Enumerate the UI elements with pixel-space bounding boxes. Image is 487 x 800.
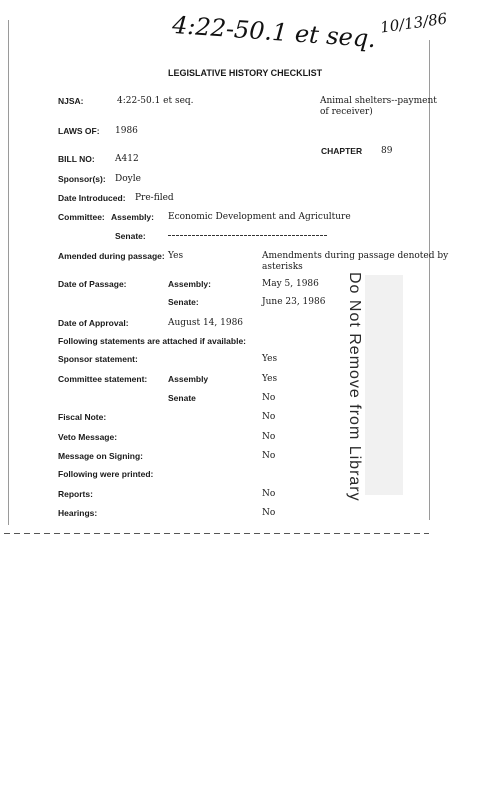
committee-senate-label: Senate: xyxy=(115,231,146,241)
page-title: LEGISLATIVE HISTORY CHECKLIST xyxy=(168,68,323,78)
sponsor-statement-value: Yes xyxy=(262,354,278,364)
handwritten-citation: 4:22-50.1 et seq. xyxy=(171,10,377,54)
chapter-value: 89 xyxy=(381,146,393,156)
sponsors-value: Doyle xyxy=(115,174,141,184)
bottom-dashed-edge xyxy=(4,533,429,534)
senate-dashed-line xyxy=(168,235,328,236)
sponsor-statement-label: Sponsor statement: xyxy=(58,354,138,364)
left-border-line xyxy=(8,20,9,525)
subject-line2: of receiver) xyxy=(320,107,373,117)
committee-statement-senate-value: No xyxy=(262,393,276,403)
bill-no-label: BILL NO: xyxy=(58,154,95,164)
committee-statement-senate-label: Senate xyxy=(168,393,196,403)
passage-senate-label: Senate: xyxy=(168,297,199,307)
fiscal-note-label: Fiscal Note: xyxy=(58,412,107,422)
date-of-approval-value: August 14, 1986 xyxy=(168,318,244,328)
reports-label: Reports: xyxy=(58,489,93,499)
veto-message-label: Veto Message: xyxy=(58,432,118,442)
following-printed-heading: Following were printed: xyxy=(58,469,154,479)
hearings-value: No xyxy=(262,508,276,518)
subject-line1: Animal shelters--payment xyxy=(320,96,437,106)
following-attached-heading: Following statements are attached if available: xyxy=(58,336,246,346)
laws-of-value: 1986 xyxy=(115,126,138,136)
amended-label: Amended during passage: xyxy=(58,251,165,261)
amended-note-line1: Amendments during passage denoted by xyxy=(262,251,449,261)
message-on-signing-label: Message on Signing: xyxy=(58,451,144,461)
date-introduced-label: Date Introduced: xyxy=(58,193,126,203)
bill-no-value: A412 xyxy=(115,154,139,164)
committee-statement-label: Committee statement: xyxy=(58,374,148,384)
sponsors-label: Sponsor(s): xyxy=(58,174,106,184)
handwritten-date: 10/13/86 xyxy=(379,9,449,37)
passage-senate-value: June 23, 1986 xyxy=(262,297,326,307)
right-border-line xyxy=(429,40,430,520)
committee-assembly-label: Assembly: xyxy=(111,212,154,222)
committee-assembly-value: Economic Development and Agriculture xyxy=(168,212,351,222)
library-stamp: Do Not Remove from Library xyxy=(346,272,363,502)
chapter-label: CHAPTER xyxy=(321,146,363,156)
amended-value: Yes xyxy=(168,251,184,261)
reports-value: No xyxy=(262,489,276,499)
hearings-label: Hearings: xyxy=(58,508,98,518)
laws-of-label: LAWS OF: xyxy=(58,126,100,136)
njsa-label: NJSA: xyxy=(58,96,84,106)
date-of-passage-label: Date of Passage: xyxy=(58,279,127,289)
amended-note-line2: asterisks xyxy=(262,262,303,272)
committee-statement-assembly-label: Assembly xyxy=(168,374,209,384)
njsa-value: 4:22-50.1 et seq. xyxy=(117,96,194,106)
date-of-approval-label: Date of Approval: xyxy=(58,318,129,328)
fiscal-note-value: No xyxy=(262,412,276,422)
passage-assembly-value: May 5, 1986 xyxy=(262,279,319,289)
committee-statement-assembly-value: Yes xyxy=(262,374,278,384)
veto-message-value: No xyxy=(262,432,276,442)
committee-label: Committee: xyxy=(58,212,105,222)
message-on-signing-value: No xyxy=(262,451,276,461)
stamp-smudge xyxy=(365,275,403,495)
date-introduced-value: Pre-filed xyxy=(135,193,174,203)
passage-assembly-label: Assembly: xyxy=(168,279,211,289)
